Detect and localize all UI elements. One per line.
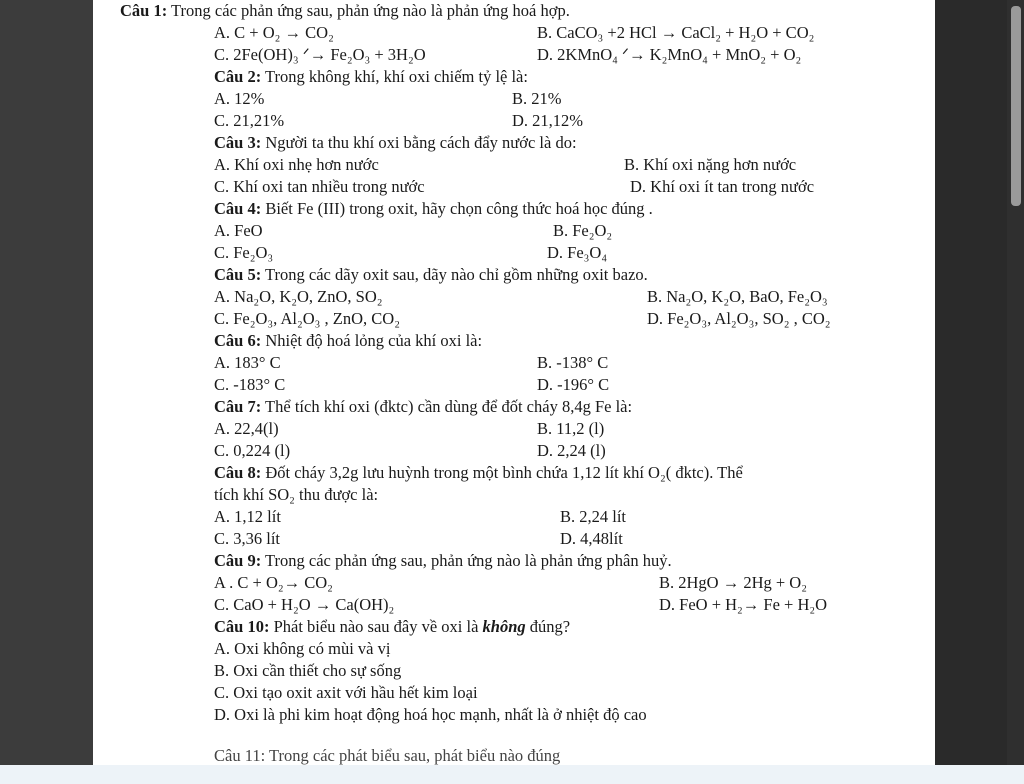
- option-8a: A. 1,12 lít: [214, 507, 281, 526]
- option-8d: D. 4,48lít: [560, 529, 623, 548]
- option-5c: C. Fe₂O₃, Al₂O₃ , ZnO, CO₂: [214, 309, 400, 328]
- option-7a: A. 22,4(l): [214, 419, 279, 438]
- option-6a: A. 183° C: [214, 353, 281, 372]
- option-2c: C. 21,21%: [214, 111, 285, 130]
- option-9a: A . C + O₂→ CO₂: [214, 573, 333, 592]
- option-7c: C. 0,224 (l): [214, 441, 291, 460]
- option-8c: C. 3,36 lít: [214, 529, 281, 548]
- option-6c: C. -183° C: [214, 375, 286, 394]
- question-8-cont: tích khí SO₂ thu được là:: [214, 485, 379, 504]
- option-5a: A. Na₂O, K₂O, ZnO, SO₂: [214, 287, 383, 306]
- option-2d: D. 21,12%: [512, 111, 584, 130]
- question-9: Câu 9: Trong các phản ứng sau, phản ứng nào là phản ứng phân huỷ.: [214, 551, 672, 570]
- question-6: Câu 6: Nhiệt độ hoá lỏng của khí oxi là:: [214, 331, 483, 350]
- option-4a: A. FeO: [214, 221, 263, 240]
- option-8b: B. 2,24 lít: [560, 507, 627, 526]
- question-4: Câu 4: Biết Fe (III) trong oxit, hãy chọn công thức hoá học đúng .: [214, 199, 653, 218]
- option-9c: C. CaO + H₂O → Ca(OH)₂: [214, 595, 395, 614]
- option-3d: D. Khí oxi ít tan trong nước: [630, 177, 815, 196]
- option-7d: D. 2,24 (l): [537, 441, 606, 460]
- question-11-cutoff: Câu 11: Trong các phát biểu sau, phát biểu nào đúng: [214, 746, 561, 765]
- option-5b: B. Na₂O, K₂O, BaO, Fe₂O₃: [647, 287, 828, 306]
- question-3: Câu 3: Người ta thu khí oxi bằng cách đẩy nước là do:: [214, 133, 577, 152]
- option-2b: B. 21%: [512, 89, 562, 108]
- option-3a: A. Khí oxi nhẹ hơn nước: [214, 155, 379, 174]
- option-6d: D. -196° C: [537, 375, 610, 394]
- option-10c: C. Oxi tạo oxit axit với hầu hết kim loại: [214, 683, 478, 702]
- scrollbar-thumb[interactable]: [1011, 6, 1021, 206]
- option-6b: B. -138° C: [537, 353, 609, 372]
- question-5: Câu 5: Trong các dãy oxit sau, dãy nào chỉ gồm những oxit bazo.: [214, 265, 648, 284]
- option-1c: C. 2Fe(OH)₃ ᐟ→ Fe₂O₃ + 3H₂O: [214, 45, 426, 64]
- option-3c: C. Khí oxi tan nhiều trong nước: [214, 177, 425, 196]
- option-4d: D. Fe₃O₄: [547, 243, 608, 262]
- question-2: Câu 2: Trong không khí, khí oxi chiếm tỷ lệ là:: [214, 67, 528, 86]
- option-3b: B. Khí oxi nặng hơn nước: [624, 155, 797, 174]
- option-1a: A. C + O₂ → CO₂: [214, 23, 334, 42]
- question-7: Câu 7: Thể tích khí oxi (đktc) cần dùng để đốt cháy 8,4g Fe là:: [214, 397, 633, 416]
- option-10a: A. Oxi không có mùi và vị: [214, 639, 391, 658]
- option-1b: B. CaCO₃ +2 HCl → CaCl₂ + H₂O + CO₂: [537, 23, 815, 42]
- bottom-strip: [0, 765, 1024, 784]
- question-1: Câu 1: Trong các phản ứng sau, phản ứng nào là phản ứng hoá hợp.: [120, 1, 570, 20]
- option-4b: B. Fe₂O₂: [553, 221, 613, 240]
- option-9d: D. FeO + H₂→ Fe + H₂O: [659, 595, 828, 614]
- option-7b: B. 11,2 (l): [537, 419, 605, 438]
- option-9b: B. 2HgO → 2Hg + O₂: [659, 573, 807, 592]
- option-2a: A. 12%: [214, 89, 265, 108]
- question-10: Câu 10: Phát biểu nào sau đây về oxi là không đúng?: [214, 617, 571, 636]
- question-8: Câu 8: Đốt cháy 3,2g lưu huỳnh trong một bình chứa 1,12 lít khí O₂( đktc). Thể: [214, 463, 743, 482]
- option-10d: D. Oxi là phi kim hoạt động hoá học mạnh, nhất là ở nhiệt độ cao: [214, 705, 647, 724]
- option-4c: C. Fe₂O₃: [214, 243, 274, 262]
- option-10b: B. Oxi cần thiết cho sự sống: [214, 661, 402, 680]
- option-5d: D. Fe₂O₃, Al₂O₃, SO₂ , CO₂: [647, 309, 831, 328]
- option-1d: D. 2KMnO₄ ᐟ→ K₂MnO₄ + MnO₂ + O₂: [537, 45, 802, 64]
